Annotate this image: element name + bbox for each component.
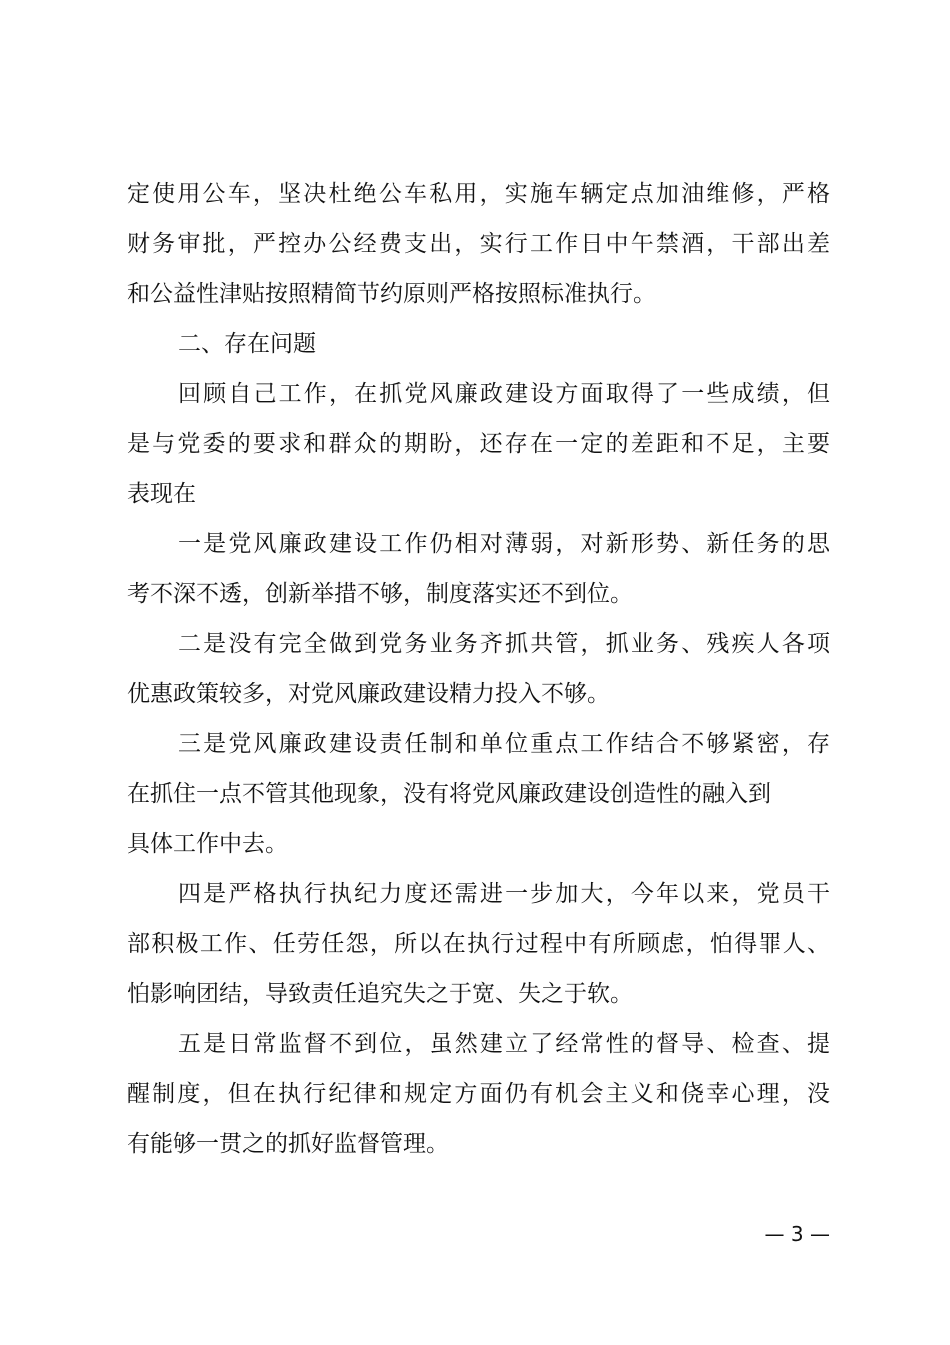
text-line: 定使用公车，坚决杜绝公车私用，实施车辆定点加油维修，严格 bbox=[127, 181, 830, 207]
text-line: 怕影响团结，导致责任追究失之于宽、失之于软。 bbox=[127, 981, 633, 1007]
text-line: 三是党风廉政建设责任制和单位重点工作结合不够紧密，存 bbox=[178, 731, 830, 757]
text-line: 财务审批，严控办公经费支出，实行工作日中午禁酒，干部出差 bbox=[127, 231, 830, 257]
text-line: 部积极工作、任劳任怨，所以在执行过程中有所顾虑，怕得罪人、 bbox=[127, 931, 830, 957]
text-line: 四是严格执行执纪力度还需进一步加大，今年以来，党员干 bbox=[178, 881, 830, 907]
page-number: — 3 — bbox=[764, 1222, 830, 1246]
text-line: 是与党委的要求和群众的期盼，还存在一定的差距和不足，主要 bbox=[127, 431, 830, 457]
text-line: 一是党风廉政建设工作仍相对薄弱，对新形势、新任务的思 bbox=[178, 531, 830, 557]
text-line: 考不深不透，创新举措不够，制度落实还不到位。 bbox=[127, 581, 633, 607]
text-line: 具体工作中去。 bbox=[127, 831, 288, 857]
text-line: 五是日常监督不到位，虽然建立了经常性的督导、检查、提 bbox=[178, 1031, 830, 1057]
text-line: 有能够一贯之的抓好监督管理。 bbox=[127, 1131, 449, 1157]
text-line: 优惠政策较多，对党风廉政建设精力投入不够。 bbox=[127, 681, 610, 707]
text-line: 和公益性津贴按照精简节约原则严格按照标准执行。 bbox=[127, 281, 656, 307]
text-line: 在抓住一点不管其他现象，没有将党风廉政建设创造性的融入到 bbox=[127, 781, 771, 807]
text-line: 二是没有完全做到党务业务齐抓共管，抓业务、残疾人各项 bbox=[178, 631, 830, 657]
text-line: 回顾自己工作，在抓党风廉政建设方面取得了一些成绩，但 bbox=[178, 381, 830, 407]
text-line: 醒制度，但在执行纪律和规定方面仍有机会主义和侥幸心理，没 bbox=[127, 1081, 830, 1107]
text-line: 表现在 bbox=[127, 481, 196, 507]
section-heading: 二、存在问题 bbox=[178, 331, 316, 357]
